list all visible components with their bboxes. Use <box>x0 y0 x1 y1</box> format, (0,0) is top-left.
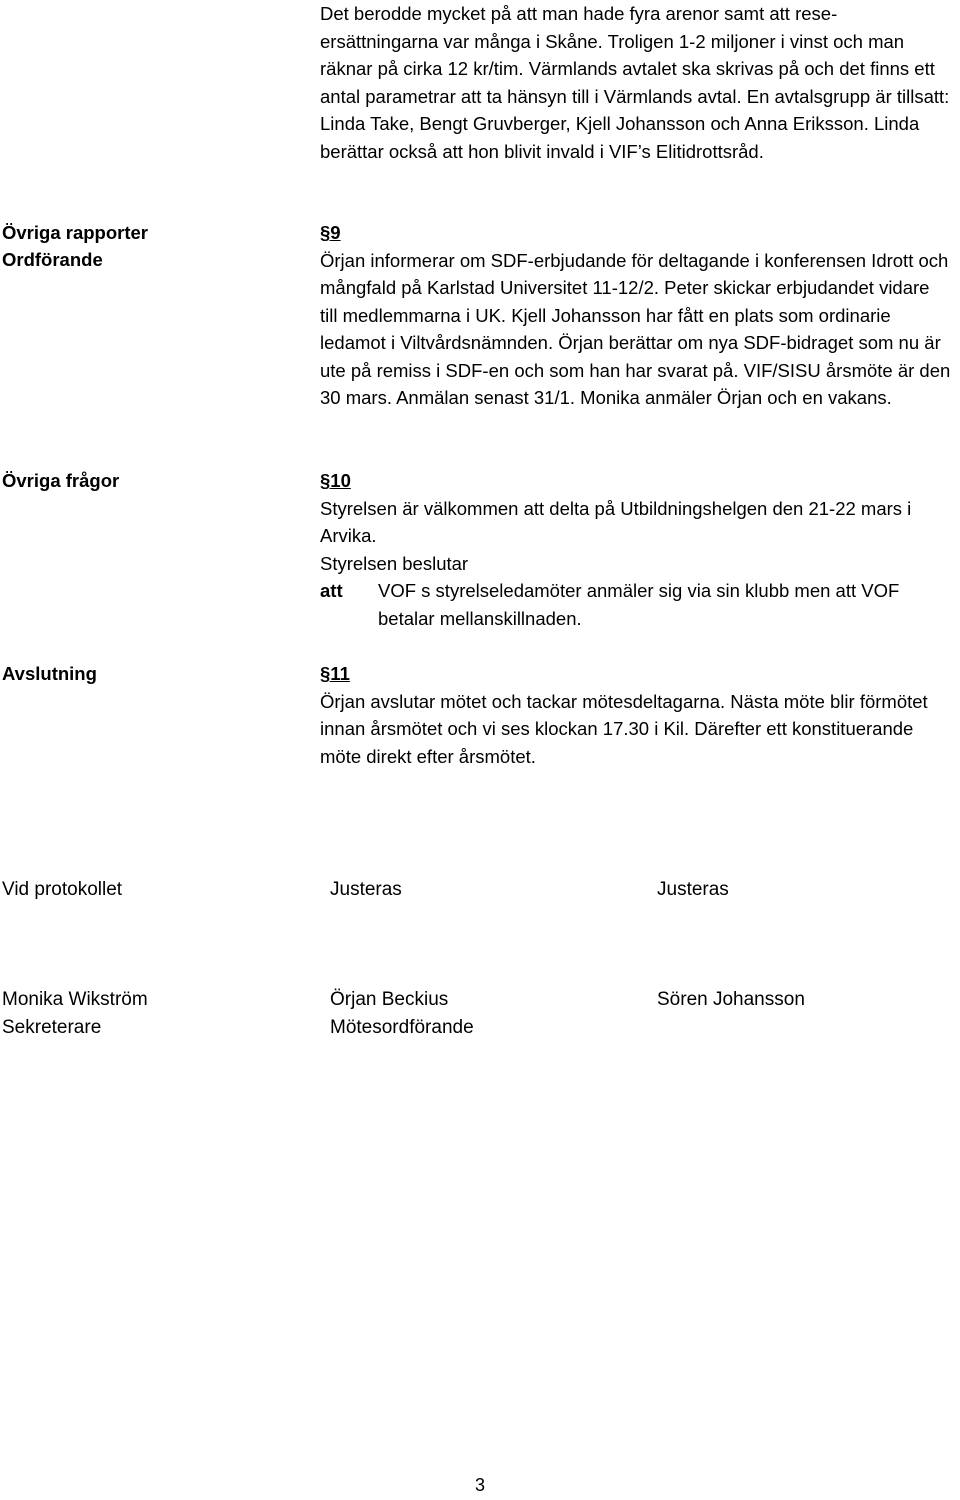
section-label-ovriga-rapporter: Övriga rapporter <box>2 222 148 243</box>
section-11-paragraph: Örjan avslutar mötet och tackar mötesdeltagarna. Nästa möte blir förmötet innan årsmötet och vi ses klockan 17.30 i Kil. Därefter ett konstituerande möte direkt efter årsmötet. <box>320 690 928 767</box>
section-label-avslutning: Avslutning <box>2 663 97 684</box>
section-label-ovriga-fragor: Övriga frågor <box>2 470 120 491</box>
section-number: § 9 <box>320 219 952 247</box>
signature-header-justeras-1: Justeras <box>330 879 402 900</box>
section-number: § 11 <box>320 660 952 688</box>
signatory-name-adjuster: Sören Johansson <box>657 989 805 1010</box>
decision-text: VOF s styrelseledamöter anmäler sig via sin klubb men att VOF betalar mellanskillnaden. <box>378 580 900 629</box>
signatory-role-chair: Mötesordförande <box>330 1017 474 1038</box>
section-10-body <box>320 467 952 632</box>
signature-header-justeras-2: Justeras <box>657 879 729 900</box>
section-label-ordforande: Ordförande <box>2 249 103 270</box>
signatory-name-secretary: Monika Wikström <box>2 989 148 1010</box>
signatory-name-chair: Örjan Beckius <box>330 989 449 1010</box>
page-number: 3 <box>474 1475 485 1495</box>
decision-heading: Styrelsen beslutar <box>320 552 469 574</box>
signature-header-vid-protokollet: Vid protokollet <box>2 879 123 900</box>
section-9-paragraph: Örjan informerar om SDF-erbjudande för deltagande i konferensen Idrott och mångfald på Karlstad Universitet 11-12/2. Peter skickar erbjudandet vidare till medlemmarna i UK. Kjell Johansson har fått en plats som ordinarie ledamot i Viltvårdsnämnden. Örjan berättar om nya SDF-bidraget som nu är ute på remiss i SDF-en och som han har svarat på. VIF/SISU årsmöte är den 30 mars. Anmälan senast 31/1. Monika anmäler Örjan och en vakans. <box>320 249 951 408</box>
signatory-role-secretary: Sekreterare <box>2 1017 102 1038</box>
section-number: § 10 <box>320 467 952 495</box>
section-10-paragraph: Styrelsen är välkommen att delta på Utbildningshelgen den 21-22 mars i Arvika. <box>320 497 912 546</box>
section-11-body <box>320 660 952 770</box>
section-9-body <box>320 219 952 412</box>
intro-paragraph: Det berodde mycket på att man hade fyra arenor samt att rese-ersättningarna var många i Skåne. Troligen 1-2 miljoner i vinst och man räknar på cirka 12 kr/tim. Värmlands avtalet ska skrivas på och det finns ett antal parametrar att ta hänsyn till i Värmlands avtal. En avtalsgrupp är tillsatt: Linda Take, Bengt Gruvberger, Kjell Johansson och Anna Eriksson. Linda berättar också att hon blivit invald i VIF’s Elitidrottsråd. <box>320 3 950 162</box>
att-label: att <box>320 580 343 601</box>
decision-clause <box>320 577 952 632</box>
